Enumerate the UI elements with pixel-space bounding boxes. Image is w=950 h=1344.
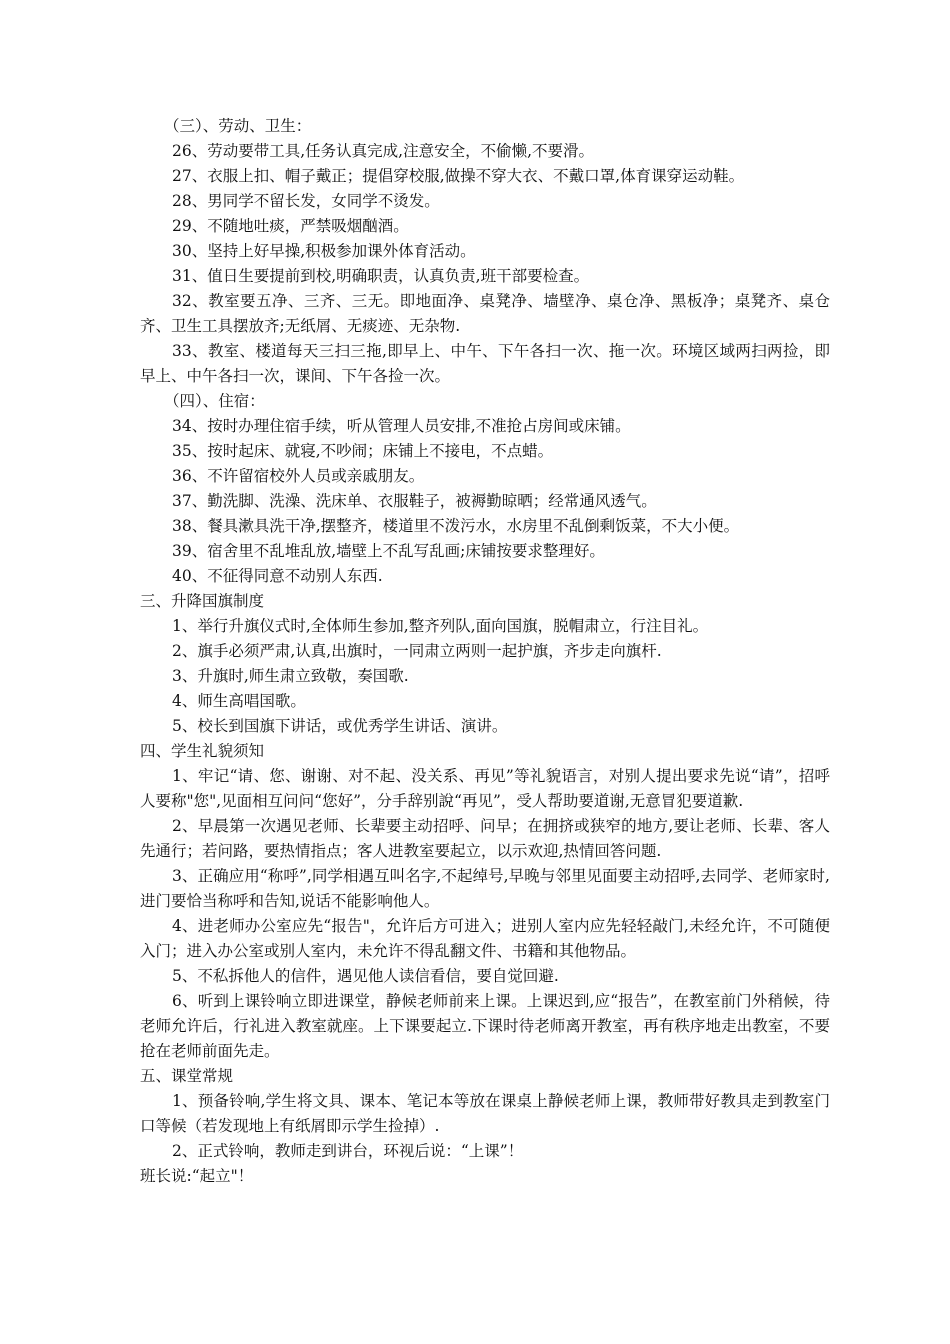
section-heading: 五、课堂常规 bbox=[140, 1067, 234, 1085]
section-heading: 三、升降国旗制度 bbox=[140, 592, 265, 610]
paragraph: 27、衣服上扣、帽子戴正；提倡穿校服,做操不穿大衣、不戴口罩,体育课穿运动鞋。 bbox=[172, 167, 745, 185]
paragraph: 6、听到上课铃响立即进课堂，静候老师前来上课。上课迟到,应“报告”，在教室前门外稍候，待老师允许后，行礼进入教室就座。上下课要起立.下课时待老师离开教室，再有秩序地走出教室，不要抢在老师前面先走。 bbox=[140, 992, 830, 1060]
paragraph: 33、教室、楼道每天三扫三拖,即早上、中午、下午各扫一次、拖一次。环境区域两扫两捡，即早上、中午各扫一次，课间、下午各捡一次。 bbox=[140, 342, 830, 385]
paragraph: 34、按时办理住宿手续，听从管理人员安排,不准抢占房间或床铺。 bbox=[172, 417, 631, 435]
paragraph: 2、正式铃响，教师走到讲台，环视后说：“上课”！ bbox=[172, 1142, 524, 1160]
section-heading: 四、学生礼貌须知 bbox=[140, 742, 265, 760]
paragraph: 39、宿舍里不乱堆乱放,墙壁上不乱写乱画;床铺按要求整理好。 bbox=[172, 542, 605, 560]
paragraph: 29、不随地吐痰，严禁吸烟酗酒。 bbox=[172, 217, 409, 235]
paragraph: 3、升旗时,师生肃立致敬，奏国歌. bbox=[172, 667, 409, 685]
paragraph: 3、正确应用“称呼”,同学相遇互叫名字,不起绰号,早晚与邻里见面要主动招呼,去同学、老师家时,进门要恰当称呼和告知,说话不能影响他人。 bbox=[140, 867, 830, 910]
document-body bbox=[140, 114, 830, 1189]
paragraph: 1、举行升旗仪式时,全体师生参加,整齐列队,面向国旗，脱帽肃立，行注目礼。 bbox=[172, 617, 709, 635]
paragraph: 4、师生高唱国歌。 bbox=[172, 692, 306, 710]
paragraph: 1、预备铃响,学生将文具、课本、笔记本等放在课桌上静候老师上课，教师带好教具走到教室门口等候（若发现地上有纸屑即示学生捡掉）. bbox=[140, 1092, 830, 1135]
paragraph: 36、不许留宿校外人员或亲戚朋友。 bbox=[172, 467, 425, 485]
paragraph: 2、旗手必须严肃,认真,出旗时，一同肃立两则一起护旗，齐步走向旗杆. bbox=[172, 642, 662, 660]
section-heading: 班长说:“起立"！ bbox=[140, 1167, 254, 1185]
subsection-heading: （三）、劳动、卫生： bbox=[164, 117, 312, 135]
paragraph: 37、勤洗脚、洗澡、洗床单、衣服鞋子，被褥勤晾晒；经常通风透气。 bbox=[172, 492, 657, 510]
paragraph: 4、进老师办公室应先“报告"，允许后方可进入；进别人室内应先轻轻敲门,未经允许，不可随便入门；进入办公室或别人室内，未允许不得乱翻文件、书籍和其他物品。 bbox=[140, 917, 830, 960]
paragraph: 26、劳动要带工具,任务认真完成,注意安全，不偷懒,不要滑。 bbox=[172, 142, 595, 160]
paragraph: 30、坚持上好早操,积极参加课外体育活动。 bbox=[172, 242, 476, 260]
paragraph: 32、教室要五净、三齐、三无。即地面净、桌凳净、墙壁净、桌仓净、黑板净；桌凳齐、桌仓齐、卫生工具摆放齐;无纸屑、无痰迹、无杂物. bbox=[140, 292, 830, 335]
paragraph: 31、值日生要提前到校,明确职责，认真负责,班干部要检查。 bbox=[172, 267, 590, 285]
paragraph: 28、男同学不留长发，女同学不烫发。 bbox=[172, 192, 440, 210]
paragraph: 2、早晨第一次遇见老师、长辈要主动招呼、问早；在拥挤或狭窄的地方,要让老师、长辈、客人先通行；若问路，要热情指点；客人进教室要起立，以示欢迎,热情回答问题. bbox=[140, 817, 830, 860]
paragraph: 5、校长到国旗下讲话，或优秀学生讲话、演讲。 bbox=[172, 717, 508, 735]
paragraph: 35、按时起床、就寝,不吵闹；床铺上不接电，不点蜡。 bbox=[172, 442, 554, 460]
paragraph: 38、餐具漱具洗干净,摆整齐，楼道里不泼污水，水房里不乱倒剩饭菜，不大小便。 bbox=[172, 517, 740, 535]
paragraph: 40、不征得同意不动别人东西. bbox=[172, 567, 383, 585]
paragraph: 1、牢记“请、您、谢谢、对不起、没关系、再见”等礼貌语言，对别人提出要求先说“请”，招呼人要称"您",见面相互问问“您好”，分手辞别說“再见”，受人帮助要道谢,无意冒犯要道歉. bbox=[140, 767, 830, 810]
paragraph: 5、不私拆他人的信件，遇见他人读信看信，要自觉回避. bbox=[172, 967, 559, 985]
subsection-heading: （四）、住宿： bbox=[164, 392, 265, 410]
